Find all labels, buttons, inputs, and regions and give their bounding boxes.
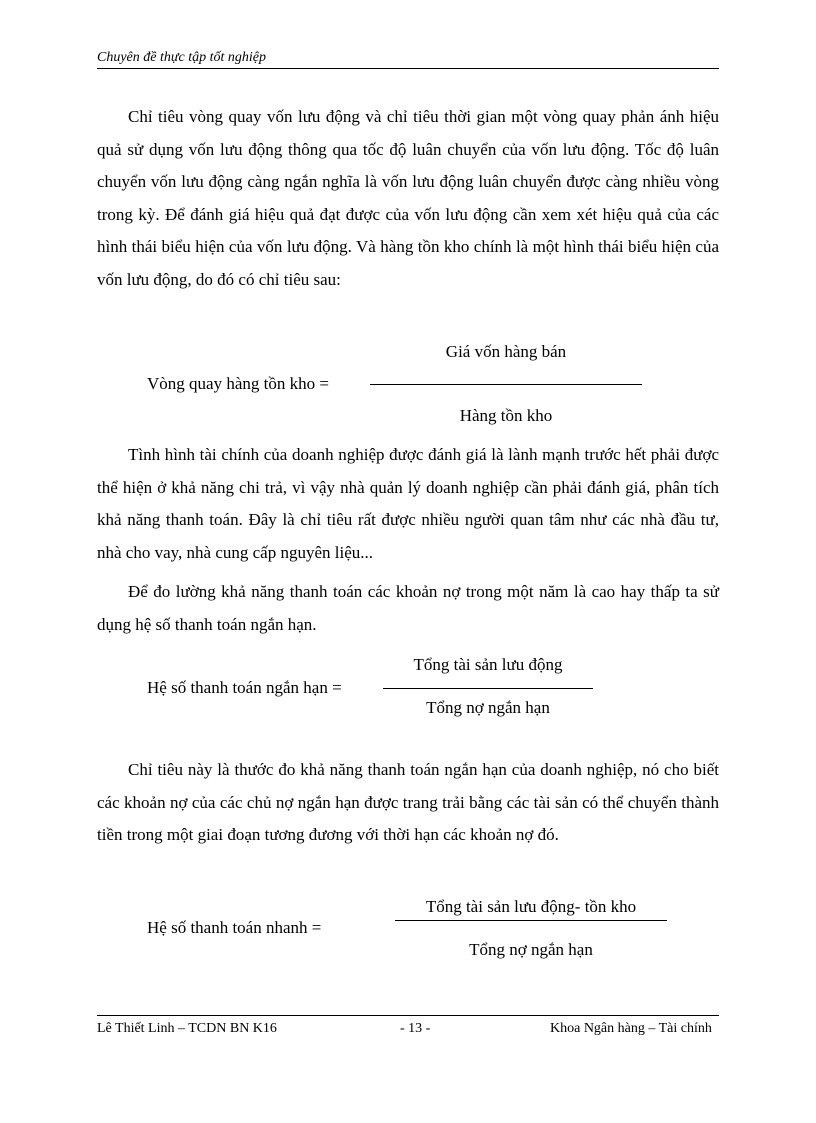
paragraph-1: Chỉ tiêu vòng quay vốn lưu động và chỉ tiêu thời gian một vòng quay phản ánh hiệu quả sử dụng vốn lưu động thông qua tốc độ luân chuyển của vốn lưu động. Tốc độ luân chuyển vốn lưu động càng ngắn nghĩa là vốn lưu động luân chuyển được càng nhiều vòng trong kỳ. Để đánh giá hiệu quả đạt được của vốn lưu động cần xem xét hiệu quả của các hình thái biểu hiện của vốn lưu động. Và hàng tồn kho chính là một hình thái biểu hiện của vốn lưu động, do đó có chỉ tiêu sau: xyxy=(97,107,719,289)
formula-label: Hệ số thanh toán ngắn hạn = xyxy=(147,678,342,697)
footer-divider xyxy=(97,1015,719,1016)
footer-department: Khoa Ngân hàng – Tài chính xyxy=(550,1021,712,1036)
page-header xyxy=(97,50,719,69)
formula-label: Hệ số thanh toán nhanh = xyxy=(147,918,322,937)
formula-numerator: Tổng tài sản lưu động- tồn kho xyxy=(425,897,637,916)
formula-numerator: Tổng tài sản lưu động xyxy=(413,655,563,674)
header-title: Chuyên đề thực tập tốt nghiệp xyxy=(97,50,266,65)
fraction-bar xyxy=(370,384,642,385)
paragraph-2: Tình hình tài chính của doanh nghiệp được đánh giá là lành mạnh trước hết phải được thể hiện ở khả năng chi trả, vì vậy nhà quản lý doanh nghiệp cần phải đánh giá, phân tích khả năng thanh toán. Đây là chỉ tiêu rất được nhiều người quan tâm như các nhà đầu tư, nhà cho vay, nhà cung cấp nguyên liệu... xyxy=(97,445,719,562)
formula-denominator: Tổng nợ ngắn hạn xyxy=(469,940,593,959)
page-number: - 13 - xyxy=(400,1021,431,1036)
paragraph-4: Chỉ tiêu này là thước đo khả năng thanh toán ngắn hạn của doanh nghiệp, nó cho biết các khoản nợ của các chủ nợ ngắn hạn được trang trải bằng các tài sản có thể chuyển thành tiền trong một giai đoạn tương đương với thời hạn các khoản nợ đó. xyxy=(97,760,719,844)
paragraph-3: Để đo lường khả năng thanh toán các khoản nợ trong một năm là cao hay thấp ta sử dụng hệ số thanh toán ngắn hạn. xyxy=(97,582,719,634)
formula-numerator: Giá vốn hàng bán xyxy=(445,342,567,361)
formula-label: Vòng quay hàng tồn kho = xyxy=(147,374,329,393)
formula-denominator: Tổng nợ ngắn hạn xyxy=(426,698,550,717)
formula-denominator: Hàng tồn kho xyxy=(459,406,553,425)
fraction-bar xyxy=(395,920,667,921)
footer-author: Lê Thiết Linh – TCDN BN K16 xyxy=(97,1021,277,1036)
fraction-bar xyxy=(383,688,593,689)
